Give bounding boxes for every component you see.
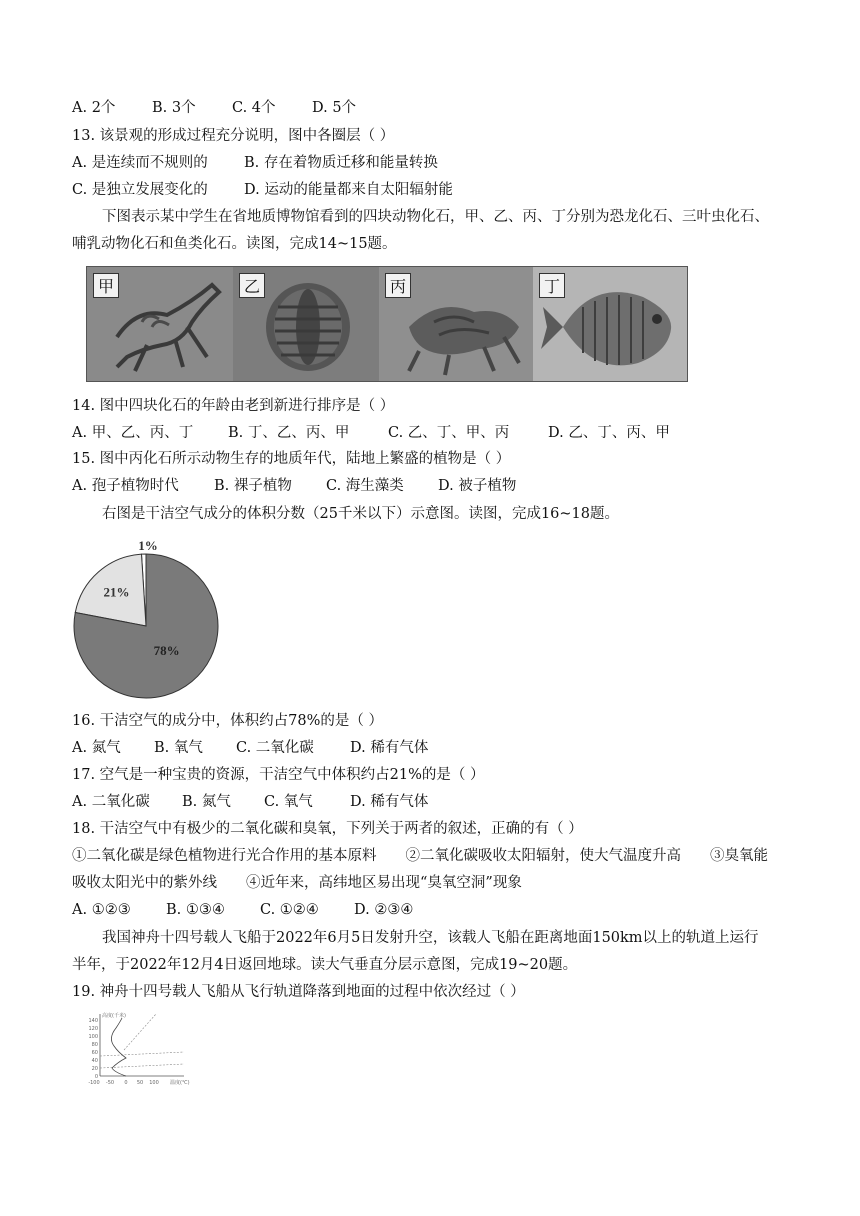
q18-options xyxy=(72,900,413,920)
atmosphere-svg xyxy=(74,1010,204,1086)
intro-14-15-line1: 下图表示某中学生在省地质博物馆看到的四块动物化石，甲、乙、丙、丁分别为恐龙化石、三叶虫化石、 xyxy=(102,209,769,225)
q18-option-a[interactable]: A. ①②③ xyxy=(72,902,131,918)
q12-option-d[interactable]: D. 5个 xyxy=(312,100,357,116)
q17-option-c[interactable]: C. 氧气 xyxy=(264,794,313,810)
atm-ytick: 120 xyxy=(88,1026,98,1032)
intro-19-20-line1: 我国神舟十四号载人飞船于2022年6月5日发射升空，该载人飞船在距离地面150km以上的轨道上运行 xyxy=(102,930,759,946)
q17-option-d[interactable]: D. 稀有气体 xyxy=(350,794,429,810)
intro-19-20-line2: 半年，于2022年12月4日返回地球。读大气垂直分层示意图，完成19~20题。 xyxy=(72,957,578,973)
fossil-mammal-image xyxy=(379,267,533,381)
intro-14-15-line2: 哺乳动物化石和鱼类化石。读图，完成14~15题。 xyxy=(72,236,397,252)
q16-option-d[interactable]: D. 稀有气体 xyxy=(350,740,429,756)
q17-option-b[interactable]: B. 氮气 xyxy=(182,794,231,810)
q15-option-c[interactable]: C. 海生藻类 xyxy=(326,478,404,494)
q19-stem: 19. 神舟十四号载人飞船从飞行轨道降落到地面的过程中依次经过（ ） xyxy=(72,984,525,1000)
q12-option-c[interactable]: C. 4个 xyxy=(232,100,276,116)
q18-statements-line2: 吸收太阳光中的紫外线 ④近年来，高纬地区易出现“臭氧空洞”现象 xyxy=(72,875,522,891)
fossil-label-yi: 乙 xyxy=(239,273,265,298)
pie-label-21pct: 21% xyxy=(103,584,130,600)
q13-option-c[interactable]: C. 是独立发展变化的 xyxy=(72,182,208,198)
q12-option-a[interactable]: A. 2个 xyxy=(72,100,116,116)
atm-ytick: 140 xyxy=(88,1018,98,1024)
q13-stem: 13. 该景观的形成过程充分说明，图中各圈层（ ） xyxy=(72,128,395,144)
q14-options xyxy=(72,423,670,443)
atm-ytick: 60 xyxy=(91,1050,98,1056)
fossil-dinosaur-image xyxy=(87,267,233,381)
atm-ytick: 80 xyxy=(91,1042,98,1048)
q16-option-a[interactable]: A. 氮气 xyxy=(72,740,121,756)
q13-option-b[interactable]: B. 存在着物质迁移和能量转换 xyxy=(244,155,438,171)
fossil-trilobite-image xyxy=(233,267,379,381)
q13-option-d[interactable]: D. 运动的能量都来自太阳辐射能 xyxy=(244,182,453,198)
q18-option-b[interactable]: B. ①③④ xyxy=(166,902,225,918)
q18-option-d[interactable]: D. ②③④ xyxy=(354,902,414,918)
q15-options xyxy=(72,476,516,496)
fossil-photo-strip xyxy=(86,266,688,382)
q14-option-d[interactable]: D. 乙、丁、丙、甲 xyxy=(548,425,670,441)
air-composition-pie-chart xyxy=(68,534,228,708)
q13-options-row2 xyxy=(72,180,453,200)
q18-statements-line1: ①二氧化碳是绿色植物进行光合作用的基本原料 ②二氧化碳吸收太阳辐射，使大气温度升高 ③臭氧能 xyxy=(72,848,768,864)
q17-option-a[interactable]: A. 二氧化碳 xyxy=(72,794,150,810)
atm-ytick: 20 xyxy=(91,1066,98,1072)
pie-label-78pct: 78% xyxy=(153,642,180,658)
atm-xtick: -50 xyxy=(105,1080,115,1086)
q17-stem: 17. 空气是一种宝贵的资源，干洁空气中体积约占21%的是（ ） xyxy=(72,767,485,783)
atm-xlabel: 温度(℃) xyxy=(170,1080,190,1086)
pie-svg xyxy=(68,534,228,704)
atm-xtick: -100 xyxy=(88,1080,100,1086)
fossil-label-jia: 甲 xyxy=(93,273,119,298)
atmosphere-layer-chart xyxy=(74,1010,204,1090)
atm-boundary-upper xyxy=(124,1014,156,1050)
q16-option-b[interactable]: B. 氧气 xyxy=(154,740,203,756)
q14-stem: 14. 图中四块化石的年龄由老到新进行排序是（ ） xyxy=(72,398,395,414)
atm-xtick: 50 xyxy=(136,1080,144,1086)
atm-ylabel: 高度(千米) xyxy=(102,1013,126,1019)
fossil-fish-image xyxy=(533,267,687,381)
q18-option-c[interactable]: C. ①②④ xyxy=(260,902,319,918)
q14-option-c[interactable]: C. 乙、丁、甲、丙 xyxy=(388,425,510,441)
atm-boundary-stratopause xyxy=(100,1052,184,1056)
fossil-label-bing: 丙 xyxy=(385,273,411,298)
q18-stem: 18. 干洁空气中有极少的二氧化碳和臭氧，下列关于两者的叙述，正确的有（ ） xyxy=(72,821,583,837)
q13-options-row1 xyxy=(72,153,438,173)
atm-ytick: 0 xyxy=(94,1074,98,1080)
fossil-label-ding: 丁 xyxy=(539,273,565,298)
atm-ytick: 40 xyxy=(91,1058,98,1064)
q14-option-a[interactable]: A. 甲、乙、丙、丁 xyxy=(72,425,194,441)
q15-option-a[interactable]: A. 孢子植物时代 xyxy=(72,478,179,494)
q13-option-a[interactable]: A. 是连续而不规则的 xyxy=(72,155,208,171)
q16-option-c[interactable]: C. 二氧化碳 xyxy=(236,740,314,756)
atm-ytick: 100 xyxy=(88,1034,98,1040)
intro-16-18: 右图是干洁空气成分的体积分数（25千米以下）示意图。读图，完成16~18题。 xyxy=(102,506,619,522)
atm-xtick: 0 xyxy=(124,1080,128,1086)
q16-stem: 16. 干洁空气的成分中，体积约占78%的是（ ） xyxy=(72,713,384,729)
pie-label-1pct: 1% xyxy=(138,538,158,553)
q16-options xyxy=(72,738,428,758)
atm-xtick: 100 xyxy=(149,1080,159,1086)
q14-option-b[interactable]: B. 丁、乙、丙、甲 xyxy=(228,425,350,441)
q12-option-b[interactable]: B. 3个 xyxy=(152,100,196,116)
q15-stem: 15. 图中丙化石所示动物生存的地质年代，陆地上繁盛的植物是（ ） xyxy=(72,451,511,467)
q15-option-d[interactable]: D. 被子植物 xyxy=(438,478,517,494)
q15-option-b[interactable]: B. 裸子植物 xyxy=(214,478,292,494)
q17-options xyxy=(72,792,428,812)
q12-options xyxy=(72,98,356,118)
